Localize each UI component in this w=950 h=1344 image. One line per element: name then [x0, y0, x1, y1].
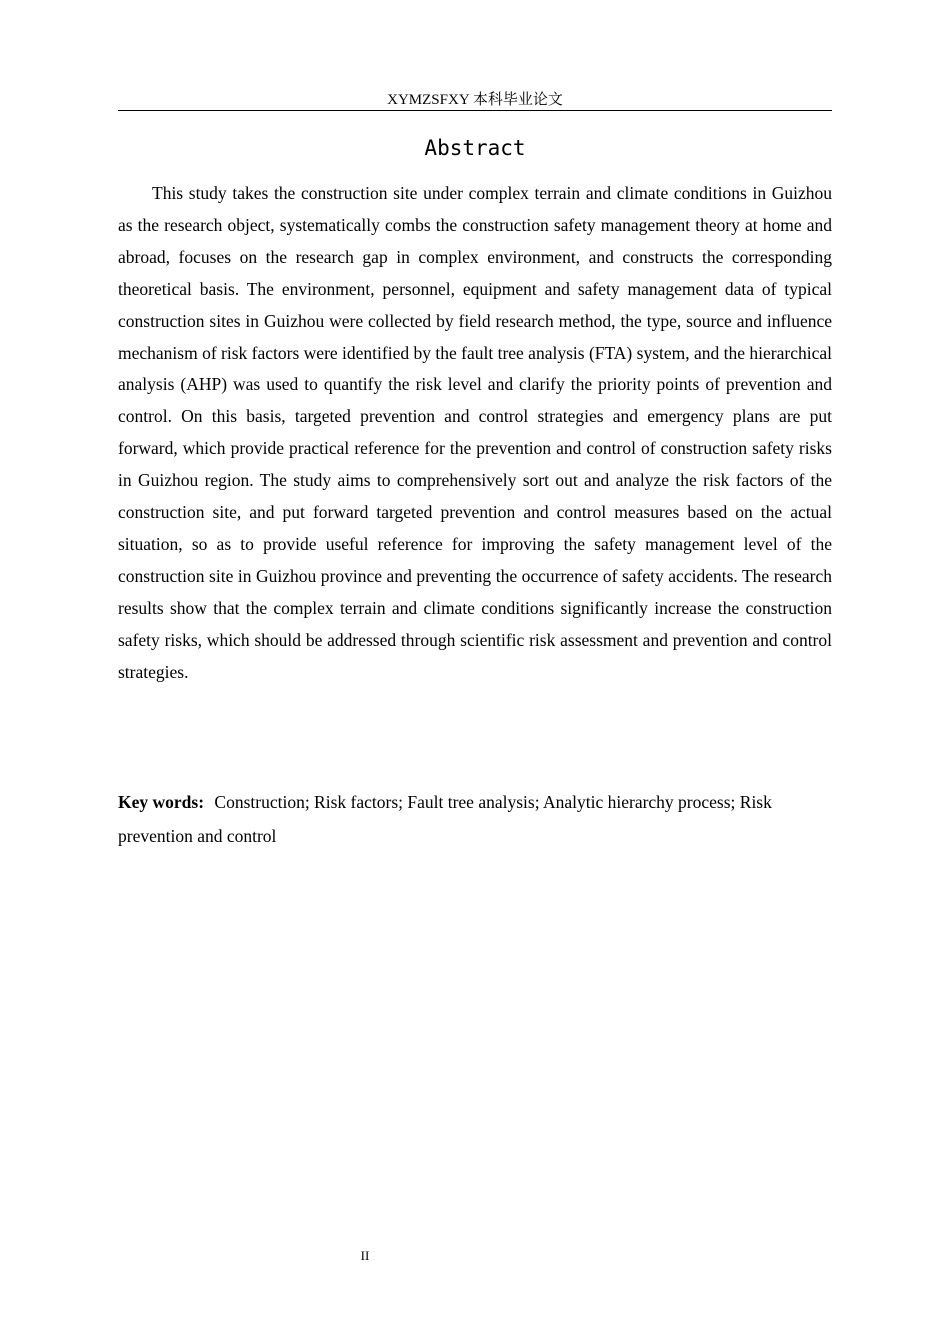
keywords-text: Construction; Risk factors; Fault tree analysis; Analytic hierarchy process; Risk prevention and control	[118, 792, 772, 846]
abstract-body: This study takes the construction site under complex terrain and climate conditions in Guizhou as the research object, systematically combs the construction safety management theory at home and abroad, focuses on the research gap in complex environment, and constructs the corresponding theoretical basis. The environment, personnel, equipment and safety management data of typical construction sites in Guizhou were collected by field research method, the type, source and influence mechanism of risk factors were identified by the fault tree analysis (FTA) system, and the hierarchical analysis (AHP) was used to quantify the risk level and clarify the priority points of prevention and control. On this basis, targeted prevention and control strategies and emergency plans are put forward, which provide practical reference for the prevention and control of construction safety risks in Guizhou region. The study aims to comprehensively sort out and analyze the risk factors of the construction site, and put forward targeted prevention and control measures based on the actual situation, so as to provide useful reference for improving the safety management level of the construction site in Guizhou province and preventing the occurrence of safety accidents. The research results show that the complex terrain and climate conditions significantly increase the construction safety risks, which should be addressed through scientific risk assessment and prevention and control strategies.	[118, 183, 832, 682]
page-header: XYMZSFXY 本科毕业论文	[118, 90, 832, 111]
keywords-label: Key words:	[118, 792, 205, 812]
abstract-title: Abstract	[424, 136, 526, 160]
page-number: II	[360, 1248, 370, 1263]
keywords	[118, 786, 832, 853]
